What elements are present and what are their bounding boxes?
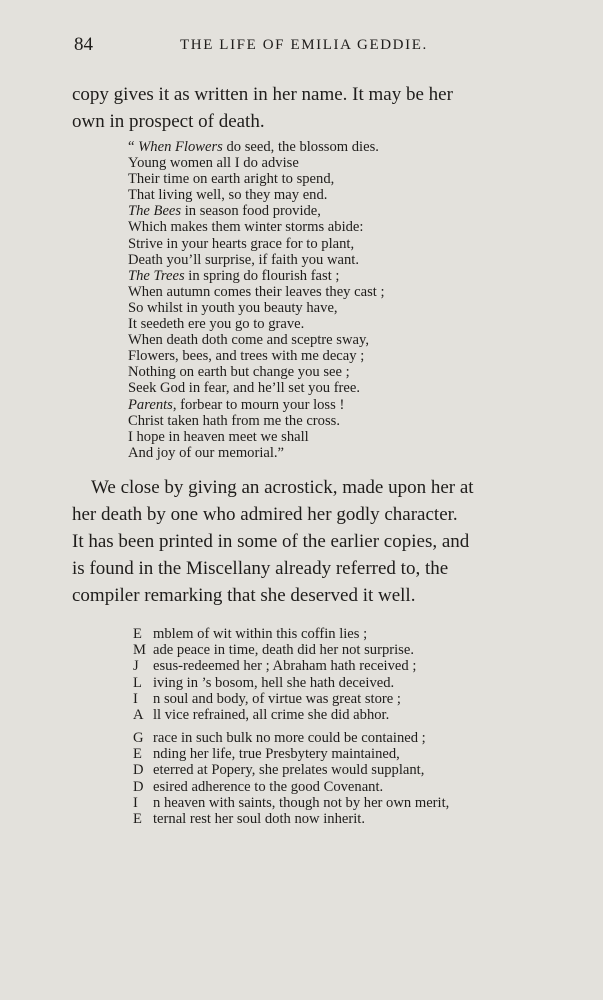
poem-line-text: I hope in heaven meet we shall — [128, 428, 309, 445]
acrostic-initial: D — [133, 778, 144, 795]
acrostic-line — [133, 762, 449, 778]
acrostic-initial: I — [133, 794, 138, 811]
text-line: copy gives it as written in her name. It may be her — [72, 84, 453, 105]
poem-line — [128, 171, 385, 187]
acrostic-line — [133, 626, 416, 642]
text-line: It has been printed in some of the earlier copies, and — [72, 531, 470, 552]
acrostic-line-text: nding her life, true Presbytery maintained, — [153, 746, 400, 763]
poem-line — [128, 219, 385, 235]
text-line: own in prospect of death. — [72, 111, 265, 132]
acrostic-line-text: race in such bulk no more could be contained ; — [153, 730, 426, 746]
acrostic-initial: D — [133, 762, 144, 779]
acrostic-line-text: ll vice refrained, all crime she did abhor. — [153, 707, 390, 724]
poem-line-text: do seed, the blossom dies. — [222, 139, 379, 155]
poem-line — [128, 445, 385, 461]
acrostic-initial: G — [133, 730, 144, 746]
acrostic-line — [133, 691, 416, 707]
acrostic-line — [133, 730, 449, 746]
acrostic-line-text: ternal rest her soul doth now inherit. — [153, 811, 365, 828]
intro-paragraph — [72, 81, 572, 135]
acrostic-line — [133, 779, 449, 795]
body-paragraph — [72, 474, 572, 609]
text-line: We close by giving an acrostick, made upon her at — [72, 477, 474, 498]
acrostic-initial: I — [133, 690, 138, 707]
poem-line — [128, 364, 385, 380]
poem-line-text: Their time on earth aright to spend, — [128, 171, 335, 188]
poem-line-text: , forbear to mourn your loss ! — [172, 396, 345, 413]
poem-line-text: Nothing on earth but change you see ; — [128, 364, 350, 381]
poem-line-text: in spring do flourish fast ; — [184, 267, 340, 284]
poem-line-text: And joy of our memorial.” — [128, 444, 285, 461]
acrostic-initial: L — [133, 674, 142, 691]
acrostic-line — [133, 707, 416, 723]
poem-line — [128, 300, 385, 316]
poem-line — [128, 332, 385, 348]
poem-line — [128, 284, 385, 300]
acrostic-line-text: mblem of wit within this coffin lies ; — [153, 626, 368, 642]
poem-line-text: Seek God in fear, and he’ll set you free. — [128, 380, 361, 397]
poem-line — [128, 397, 385, 413]
acrostic-line-text: esired adherence to the good Covenant. — [153, 778, 384, 795]
poem-line — [128, 348, 385, 364]
poem-line — [128, 203, 385, 219]
acrostic-stanza-1 — [133, 626, 416, 723]
poem-line-text: Flowers, bees, and trees with me decay ; — [128, 348, 365, 365]
acrostic-line-text: n soul and body, of virtue was great store ; — [153, 690, 401, 707]
poem-line — [128, 380, 385, 396]
acrostic-line-text: eterred at Popery, she prelates would supplant, — [153, 762, 425, 779]
page-number: 84 — [74, 34, 93, 55]
poem-line-text: When death doth come and sceptre sway, — [128, 332, 369, 349]
acrostic-line — [133, 675, 416, 691]
acrostic-line-text: ade peace in time, death did her not surprise. — [153, 642, 414, 659]
poem-line — [128, 429, 385, 445]
acrostic-initial: M — [133, 642, 146, 659]
acrostic-initial: E — [133, 626, 142, 642]
poem-emphasis: The Trees — [128, 267, 185, 284]
poem-line-text: in season food provide, — [181, 203, 321, 220]
acrostic-initial: J — [133, 658, 139, 675]
poem-line-text: That living well, so they may end. — [128, 187, 328, 204]
acrostic-line-text: iving in ’s bosom, hell she hath deceived. — [153, 674, 395, 691]
acrostic-line-text: n heaven with saints, though not by her own merit, — [153, 794, 450, 811]
poem-emphasis: When Flowers — [138, 139, 223, 155]
acrostic-initial: E — [133, 811, 142, 828]
running-title: THE LIFE OF EMILIA GEDDIE. — [180, 37, 428, 53]
poem-line — [128, 187, 385, 203]
poem-line — [128, 139, 385, 155]
poem-line-text: “ — [128, 139, 139, 155]
text-line: is found in the Miscellany already referred to, the — [72, 558, 449, 579]
poem-line — [128, 236, 385, 252]
acrostic-line — [133, 811, 449, 827]
poem-line-text: When autumn comes their leaves they cast ; — [128, 283, 385, 300]
poem-line — [128, 413, 385, 429]
poem-line-text: It seedeth ere you go to grave. — [128, 316, 305, 333]
poem-line-text: Strive in your hearts grace for to plant, — [128, 235, 355, 252]
poem-line — [128, 155, 385, 171]
acrostic-line-text: esus-redeemed her ; Abraham hath received ; — [153, 658, 417, 675]
poem-line-text: So whilst in youth you beauty have, — [128, 299, 338, 316]
poem-line-text: Which makes them winter storms abide: — [128, 219, 364, 236]
acrostic-line — [133, 795, 449, 811]
acrostic-initial: E — [133, 746, 142, 763]
acrostic-stanza-2 — [133, 730, 449, 827]
poem-emphasis: The Bees — [128, 203, 182, 220]
poem-line-text: Death you’ll surprise, if faith you want. — [128, 251, 360, 268]
poem-line-text: Young women all I do advise — [128, 155, 299, 172]
acrostic-initial: A — [133, 707, 144, 724]
page-header — [74, 34, 574, 58]
poem-line-text: Christ taken hath from me the cross. — [128, 412, 340, 429]
poem-line — [128, 268, 385, 284]
text-line: her death by one who admired her godly character. — [72, 504, 458, 525]
text-line: compiler remarking that she deserved it well. — [72, 585, 416, 606]
poem-emphasis: Parents — [128, 396, 173, 413]
acrostic-line — [133, 642, 416, 658]
poem-block — [128, 139, 385, 461]
acrostic-line — [133, 658, 416, 674]
acrostic-line — [133, 746, 449, 762]
poem-line — [128, 252, 385, 268]
poem-line — [128, 316, 385, 332]
